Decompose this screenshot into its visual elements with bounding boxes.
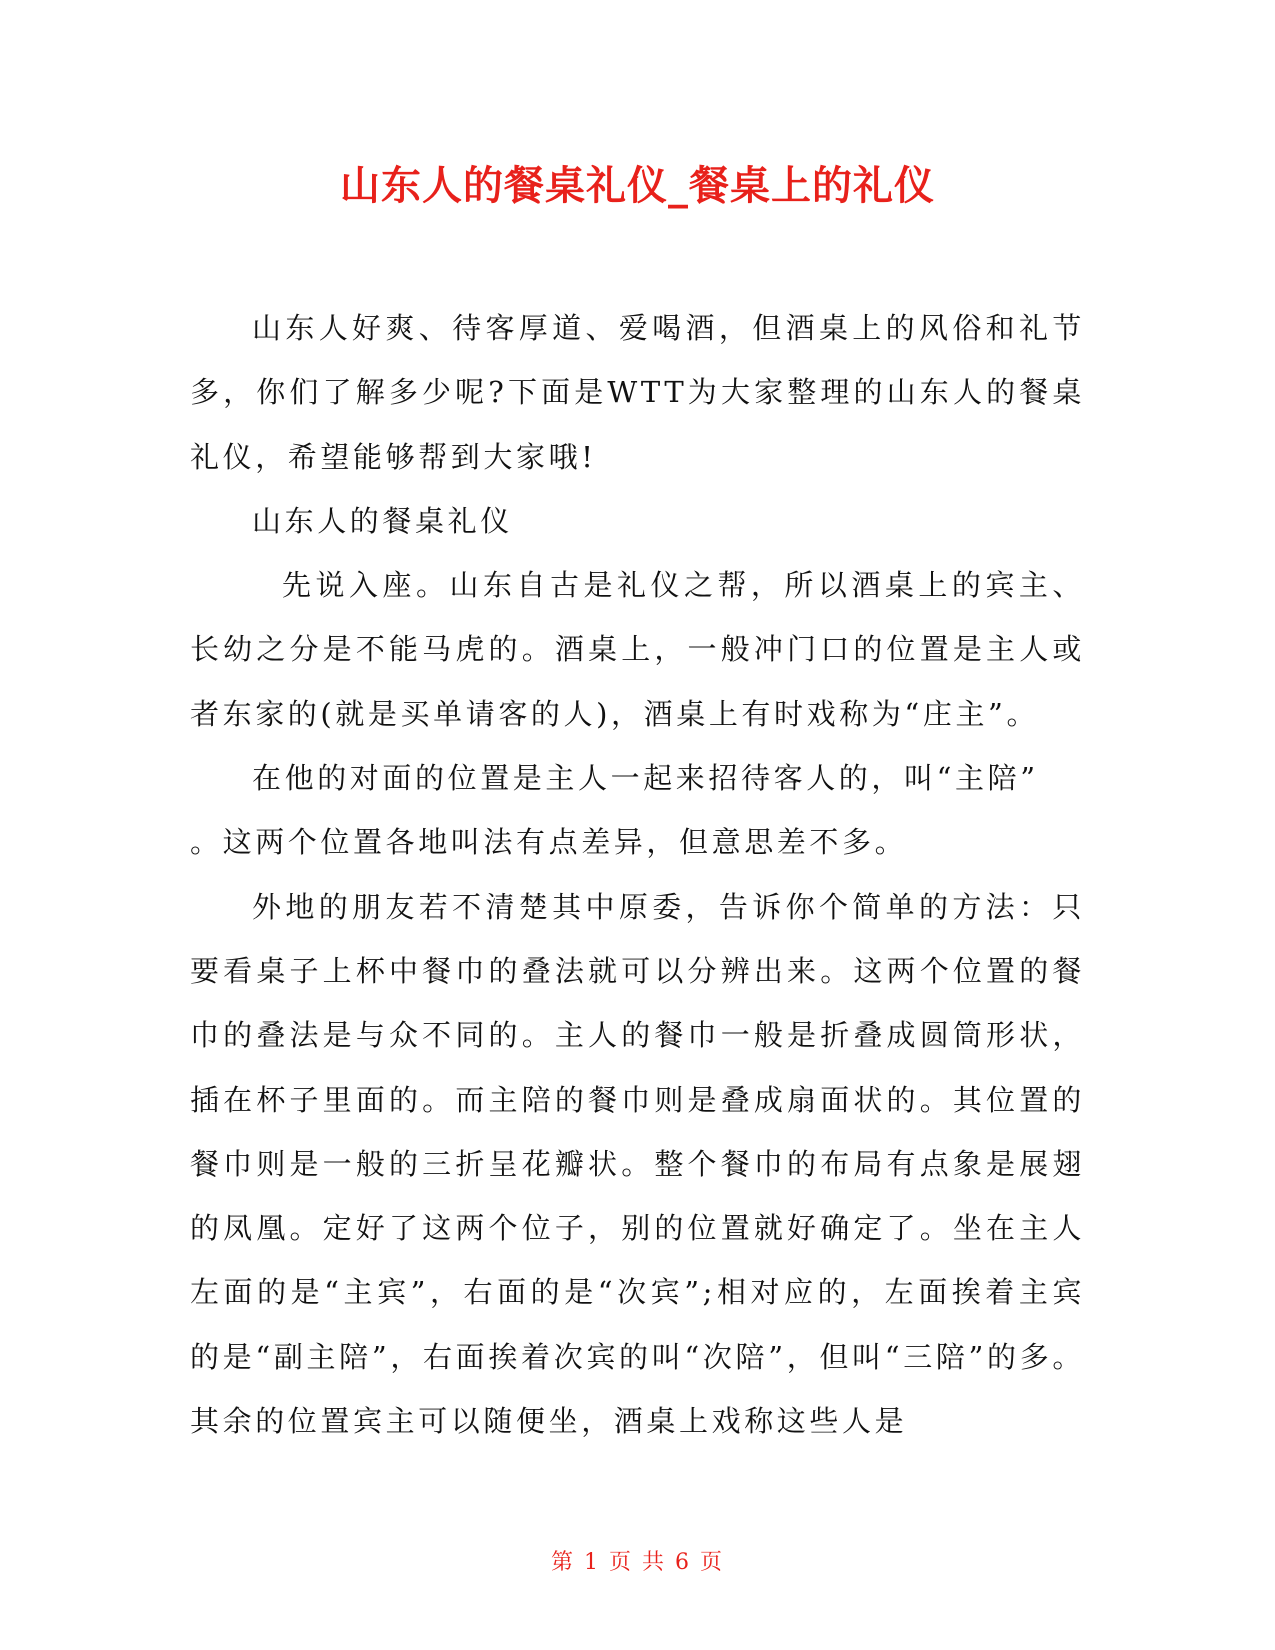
- napkin-paragraph: 外地的朋友若不清楚其中原委，告诉你个简单的方法：只要看桌子上杯中餐巾的叠法就可以分辨出来。这两个位置的餐巾的叠法是与众不同的。主人的餐巾一般是折叠成圆筒形状，插在杯子里面的。而主陪的餐巾则是叠成扇面状的。其位置的餐巾则是一般的三折呈花瓣状。整个餐巾的布局有点象是展翅的凤凰。定好了这两个位子，别的位置就好确定了。坐在主人左面的是“主宾”，右面的是“次宾”;相对应的，左面挨着主宾的是“副主陪”，右面挨着次宾的叫“次陪”，但叫“三陪”的多。其余的位置宾主可以随便坐，酒桌上戏称这些人是: [190, 889, 1085, 1439]
- document-body: [190, 296, 1085, 1453]
- page-number-label: 第 1 页 共 6 页: [551, 1550, 724, 1575]
- intro-paragraph: 山东人好爽、待客厚道、爱喝酒，但酒桌上的风俗和礼节多，你们了解多少呢?下面是WTT为大家整理的山东人的餐桌礼仪，希望能够帮到大家哦!: [190, 311, 1085, 474]
- naming-difference-paragraph: 。这两个位置各地叫法有点差异，但意思差不多。: [190, 825, 908, 860]
- document-title: 山东人的餐桌礼仪_餐桌上的礼仪: [340, 163, 935, 209]
- page-footer: [0, 1545, 1275, 1576]
- section-heading: 山东人的餐桌礼仪: [252, 503, 513, 538]
- host-companion-paragraph: 在他的对面的位置是主人一起来招待客人的，叫“主陪”: [252, 761, 1039, 796]
- seating-paragraph: 先说入座。山东自古是礼仪之帮，所以酒桌上的宾主、长幼之分是不能马虎的。酒桌上，一般冲门口的位置是主人或者东家的(就是买单请客的人)，酒桌上有时戏称为“庄主”。: [190, 568, 1085, 731]
